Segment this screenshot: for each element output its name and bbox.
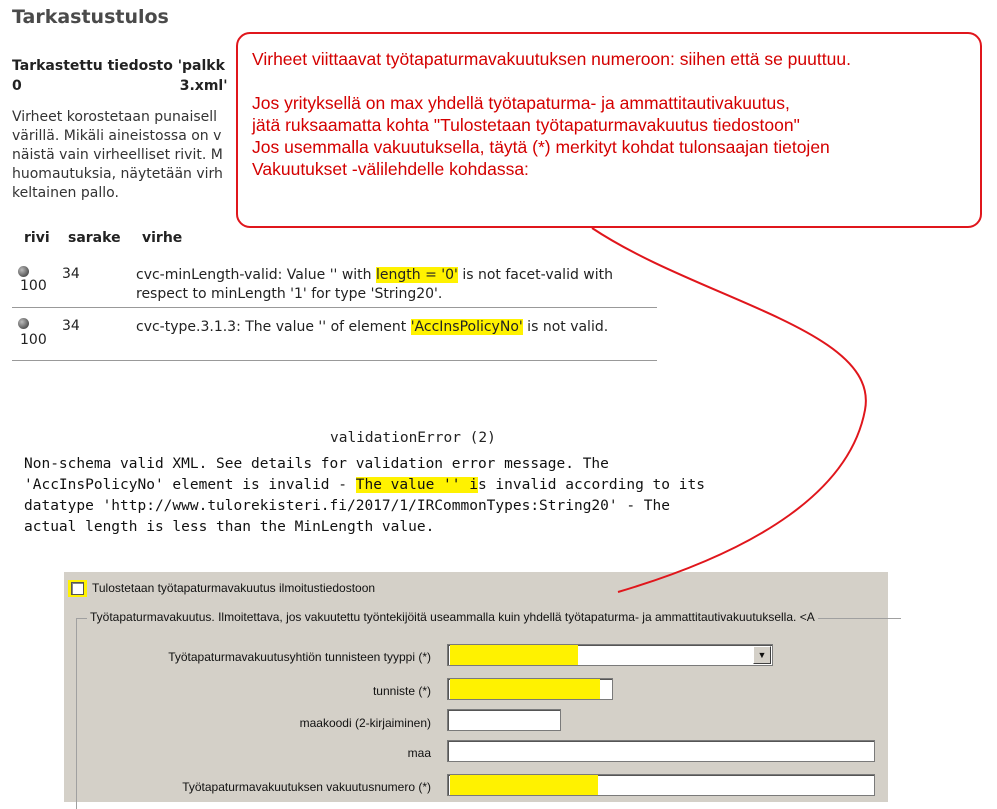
checked-file-line: Tarkastettu tiedosto 'palkk [12, 58, 225, 74]
validation-line: actual length is less than the MinLength value. [24, 519, 435, 535]
callout-line: Jos yrityksellä on max yhdellä työtapaturma- ja ammattitautivakuutus, [252, 93, 790, 113]
row-number: 100 [20, 332, 47, 348]
header-rivi: rivi [24, 230, 50, 246]
page-title: Tarkastustulos [12, 6, 169, 28]
column-number: 34 [62, 318, 80, 334]
row-number: 100 [20, 278, 47, 294]
policy-number-label: Työtapaturmavakuutuksen vakuutusnumero (*) [182, 780, 431, 794]
checked-file-name: 0 3.xml' [12, 78, 228, 94]
country-label: maa [407, 746, 431, 760]
intro-text: Virheet korostetaan punaisell värillä. Mikäli aineistossa on v näistä vain virheelliset rivit. M huomautuksia, näytetään virh keltainen pallo. [12, 109, 223, 201]
validation-line: datatype 'http://www.tulorekisteri.fi/2017/1/IRCommonTypes:String20' - The [24, 498, 671, 514]
callout-line: Virheet viittaavat työtapaturmavakuutuksen numeroon: siihen että se puuttuu. [252, 49, 851, 69]
callout-line: Vakuutukset -välilehdelle kohdassa: [252, 159, 529, 179]
validation-line: 'AccInsPolicyNo' element is invalid - The value '' is invalid according to its [24, 477, 705, 493]
error-message: cvc-type.3.1.3: The value '' of element 'AccInsPolicyNo' is not valid. [136, 319, 609, 335]
validation-error-title: validationError (2) [330, 430, 496, 446]
error-message: cvc-minLength-valid: Value '' with length = '0' is not facet-valid with respect to minLength '1' for type 'String20'. [136, 267, 614, 302]
country-code-label: maakoodi (2-kirjaiminen) [299, 716, 431, 730]
insurer-id-label: tunniste (*) [372, 684, 431, 698]
insurer-id-type-label: Työtapaturmavakuutusyhtiön tunnisteen tyyppi (*) [168, 650, 431, 664]
callout-line: jätä ruksaamatta kohta "Tulostetaan työtapaturmavakuutus tiedostoon" [252, 115, 800, 135]
header-virhe: virhe [142, 230, 183, 246]
header-sarake: sarake [68, 230, 121, 246]
print-insurance-checkbox-label: Tulostetaan työtapaturmavakuutus ilmoitustiedostoon [92, 581, 376, 595]
column-number: 34 [62, 266, 80, 282]
callout-line: Jos usemmalla vakuutuksella, täytä (*) merkityt kohdat tulonsaajan tietojen [252, 137, 830, 157]
arrow-line [592, 228, 866, 592]
validation-line: Non-schema valid XML. See details for validation error message. The [24, 456, 609, 472]
chevron-down-icon[interactable]: ▼ [753, 646, 771, 664]
insurance-fieldset-legend: Työtapaturmavakuutus. Ilmoitettava, jos vakuutettu työntekijöitä useammalla kuin yhdellä työtapaturma- ja ammattitautivakuutuksella. <A [87, 610, 818, 624]
